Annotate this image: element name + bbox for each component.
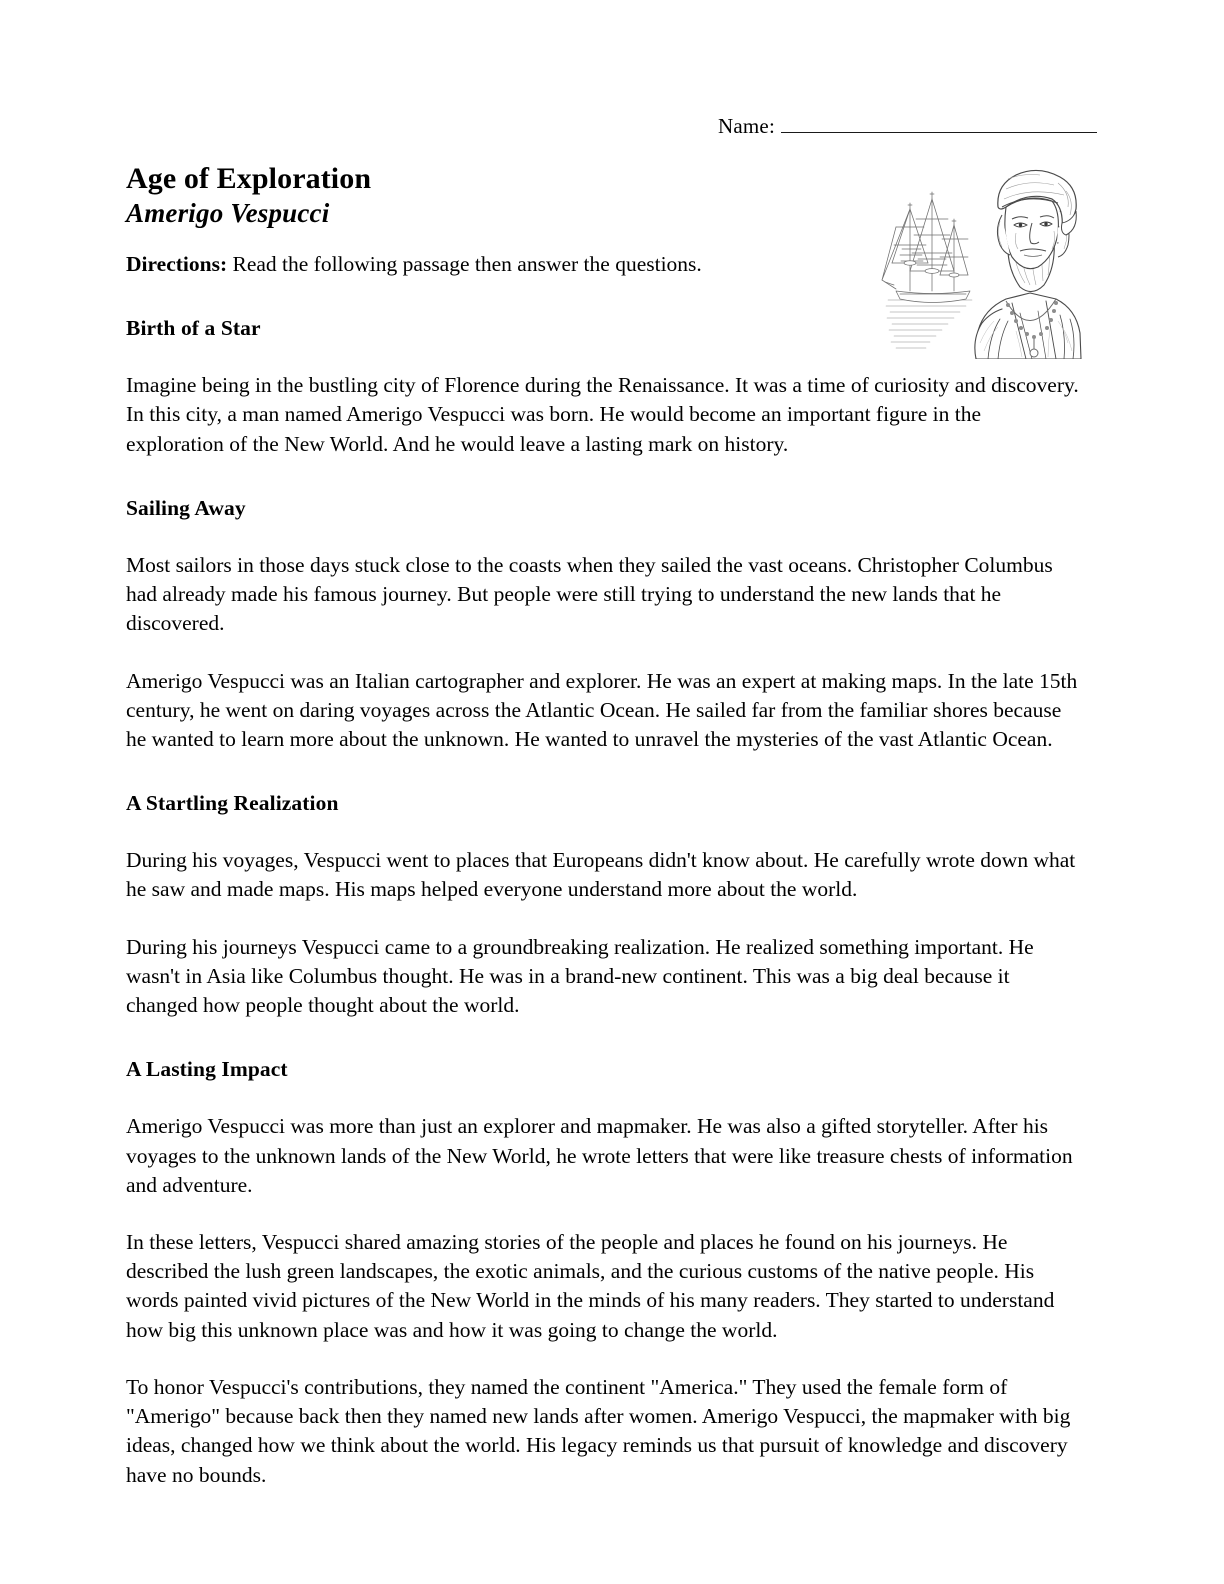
name-label: Name: — [718, 114, 775, 138]
page-title: Age of Exploration — [126, 162, 372, 195]
paragraph: To honor Vespucci's contributions, they named the continent "America." They used the female form of "Amerigo" because back then they named new lands after women. Amerigo Vespucci, the mapmaker with big ideas, changed how we think about the world. His legacy reminds us that pursuit of knowledge and discovery have no bounds. — [126, 1374, 1071, 1487]
section-heading-a-startling-realization: A Startling Realization — [126, 791, 339, 816]
paragraph: During his voyages, Vespucci went to places that Europeans didn't know about. He carefully wrote down what he saw and made maps. His maps helped everyone understand more about the world. — [126, 848, 1076, 902]
section-heading-birth-of-a-star: Birth of a Star — [126, 316, 261, 341]
directions-text: Read the following passage then answer the questions. — [227, 252, 702, 276]
paragraph: Most sailors in those days stuck close to the coasts when they sailed the vast oceans. Christopher Columbus had already made his famous journey. But people were still trying to understand the new lands that he discovered. — [126, 552, 1053, 636]
paragraph: Imagine being in the bustling city of Florence during the Renaissance. It was a time of curiosity and discovery. In this city, a man named Amerigo Vespucci was born. He would become an important figure in the exploration of the New World. And he would leave a lasting mark on history. — [126, 373, 1079, 456]
paragraph: During his journeys Vespucci came to a groundbreaking realization. He realized something important. He wasn't in Asia like Columbus thought. He was in a brand-new continent. This was a big deal because it changed how people thought about the world. — [126, 934, 1034, 1018]
directions-label: Directions: — [126, 252, 228, 276]
passage-body — [126, 250, 1084, 1490]
paragraph: Amerigo Vespucci was more than just an explorer and mapmaker. He was also a gifted storyteller. After his voyages to the unknown lands of the New World, he wrote letters that were like treasure chests of information and adventure. — [126, 1114, 1073, 1197]
section-heading-sailing-away: Sailing Away — [126, 495, 246, 520]
paragraph: In these letters, Vespucci shared amazing stories of the people and places he found on his journeys. He described the lush green landscapes, the exotic animals, and the curious customs of the native people. His words painted vivid pictures of the New World in the minds of his many readers. They started to understand how big this unknown place was and how it was going to change the world. — [126, 1229, 1055, 1342]
page-subtitle: Amerigo Vespucci — [126, 197, 330, 228]
name-input-line[interactable] — [781, 119, 1097, 133]
document-header — [126, 162, 866, 229]
paragraph: Amerigo Vespucci was an Italian cartographer and explorer. He was an expert at making maps. In the late 15th century, he went on daring voyages across the Atlantic Ocean. He sailed far from the familiar shores because he wanted to learn more about the unknown. He wanted to unravel the mysteries of the vast Atlantic Ocean. — [126, 668, 1078, 751]
directions-line — [126, 250, 846, 279]
section-heading-a-lasting-impact: A Lasting Impact — [126, 1057, 288, 1082]
name-field[interactable] — [718, 114, 1098, 139]
